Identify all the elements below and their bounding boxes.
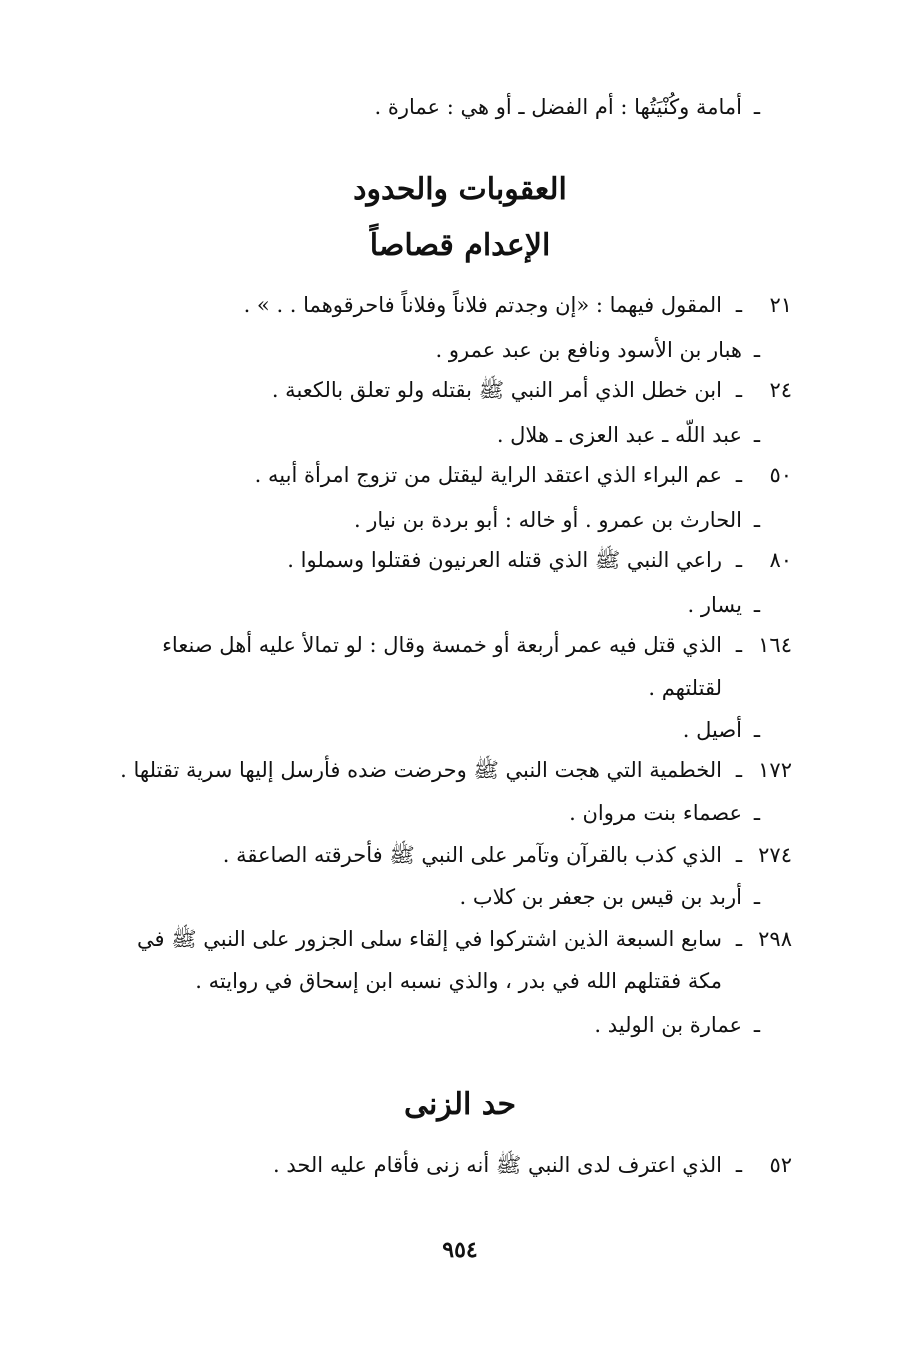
entry-text: المقول فيهما : «إن وجدتم فلاناً وفلاناً فاحرقوهما . . » . <box>243 293 722 317</box>
entry-text: سابع السبعة الذين اشتركوا في إلقاء سلى الجزور على النبي ﷺ في <box>137 927 722 951</box>
entry-sub-text: يسار . <box>687 593 742 617</box>
entry-number: ٢٧٤ <box>758 843 792 867</box>
entry-dash: ـ <box>735 1153 742 1177</box>
entry-text: ابن خطل الذي أمر النبي ﷺ بقتله ولو تعلق بالكعبة . <box>271 378 722 402</box>
entry-sub-text: عبد اللّه ـ عبد العزى ـ هلال . <box>496 423 742 447</box>
entry-sub-dash: ـ <box>753 508 760 532</box>
entry-text-continuation: مكة فقتلهم الله في بدر ، والذي نسبه ابن إسحاق في روايته . <box>195 969 722 993</box>
entry-sub-text: الحارث بن عمرو . أو خاله : أبو بردة بن نيار . <box>353 508 742 532</box>
page-number: ٩٥٤ <box>442 1237 478 1263</box>
entry-text: الذي كذب بالقرآن وتآمر على النبي ﷺ فأحرقته الصاعقة . <box>222 843 722 867</box>
entry-number: ١٦٤ <box>758 633 792 657</box>
entry-sub-dash: ـ <box>753 801 760 825</box>
entry-number: ٢٩٨ <box>758 927 792 951</box>
entry-text: الذي اعترف لدى النبي ﷺ أنه زنى فأقام عليه الحد . <box>272 1153 722 1177</box>
entry-text-continuation: لقتلتهم . <box>648 676 722 700</box>
entry-sub-dash: ـ <box>753 718 760 742</box>
entry-sub-text: عصماء بنت مروان . <box>569 801 742 825</box>
entry-sub-text: عمارة بن الوليد . <box>594 1013 742 1037</box>
entry-text: الخطمية التي هجت النبي ﷺ وحرضت ضده فأرسل إليها سرية تقتلها . <box>120 758 722 782</box>
entry-dash: ـ <box>735 633 742 657</box>
entry-text: عم البراء الذي اعتقد الراية ليقتل من تزوج امرأة أبيه . <box>254 463 722 487</box>
entry-dash: ـ <box>735 548 742 572</box>
entry-text: راعي النبي ﷺ الذي قتله العرنيون فقتلوا وسملوا . <box>287 548 722 572</box>
entry-dash: ـ <box>735 463 742 487</box>
entry-sub-text: أصيل . <box>682 718 742 742</box>
entry-sub-text: أربد بن قيس بن جعفر بن كلاب . <box>459 885 742 909</box>
entry-dash: ـ <box>735 293 742 317</box>
section-title-2: حد الزنى <box>403 1087 517 1122</box>
entry-sub-dash: ـ <box>753 1013 760 1037</box>
entry-number: ١٧٢ <box>758 758 792 782</box>
entry-dash: ـ <box>735 927 742 951</box>
entry-dash: ـ <box>735 843 742 867</box>
entry-dash: ـ <box>735 758 742 782</box>
section-title: العقوبات والحدود <box>353 172 567 207</box>
entry-dash: ـ <box>735 378 742 402</box>
entry-sub-text: هبار بن الأسود ونافع بن عبد عمرو . <box>435 338 742 362</box>
entry-sub-dash: ـ <box>753 338 760 362</box>
entry-sub-dash: ـ <box>753 593 760 617</box>
entry-number: ٥٠ <box>769 463 792 487</box>
section-subtitle: الإعدام قصاصاً <box>369 228 551 263</box>
entry-number: ٨٠ <box>769 548 792 572</box>
entry-sub-dash: ـ <box>753 885 760 909</box>
entry-number: ٢٤ <box>769 378 792 402</box>
entry-number: ٥٢ <box>769 1153 792 1177</box>
top-line-text: أمامة وكُنْيَتُها : أم الفضل ـ أو هي : عمارة . <box>374 95 742 119</box>
entry-number: ٢١ <box>769 293 792 317</box>
entry-text: الذي قتل فيه عمر أربعة أو خمسة وقال : لو تمالأ عليه أهل صنعاء <box>162 633 722 657</box>
top-line-dash: ـ <box>753 95 760 119</box>
entry-sub-dash: ـ <box>753 423 760 447</box>
